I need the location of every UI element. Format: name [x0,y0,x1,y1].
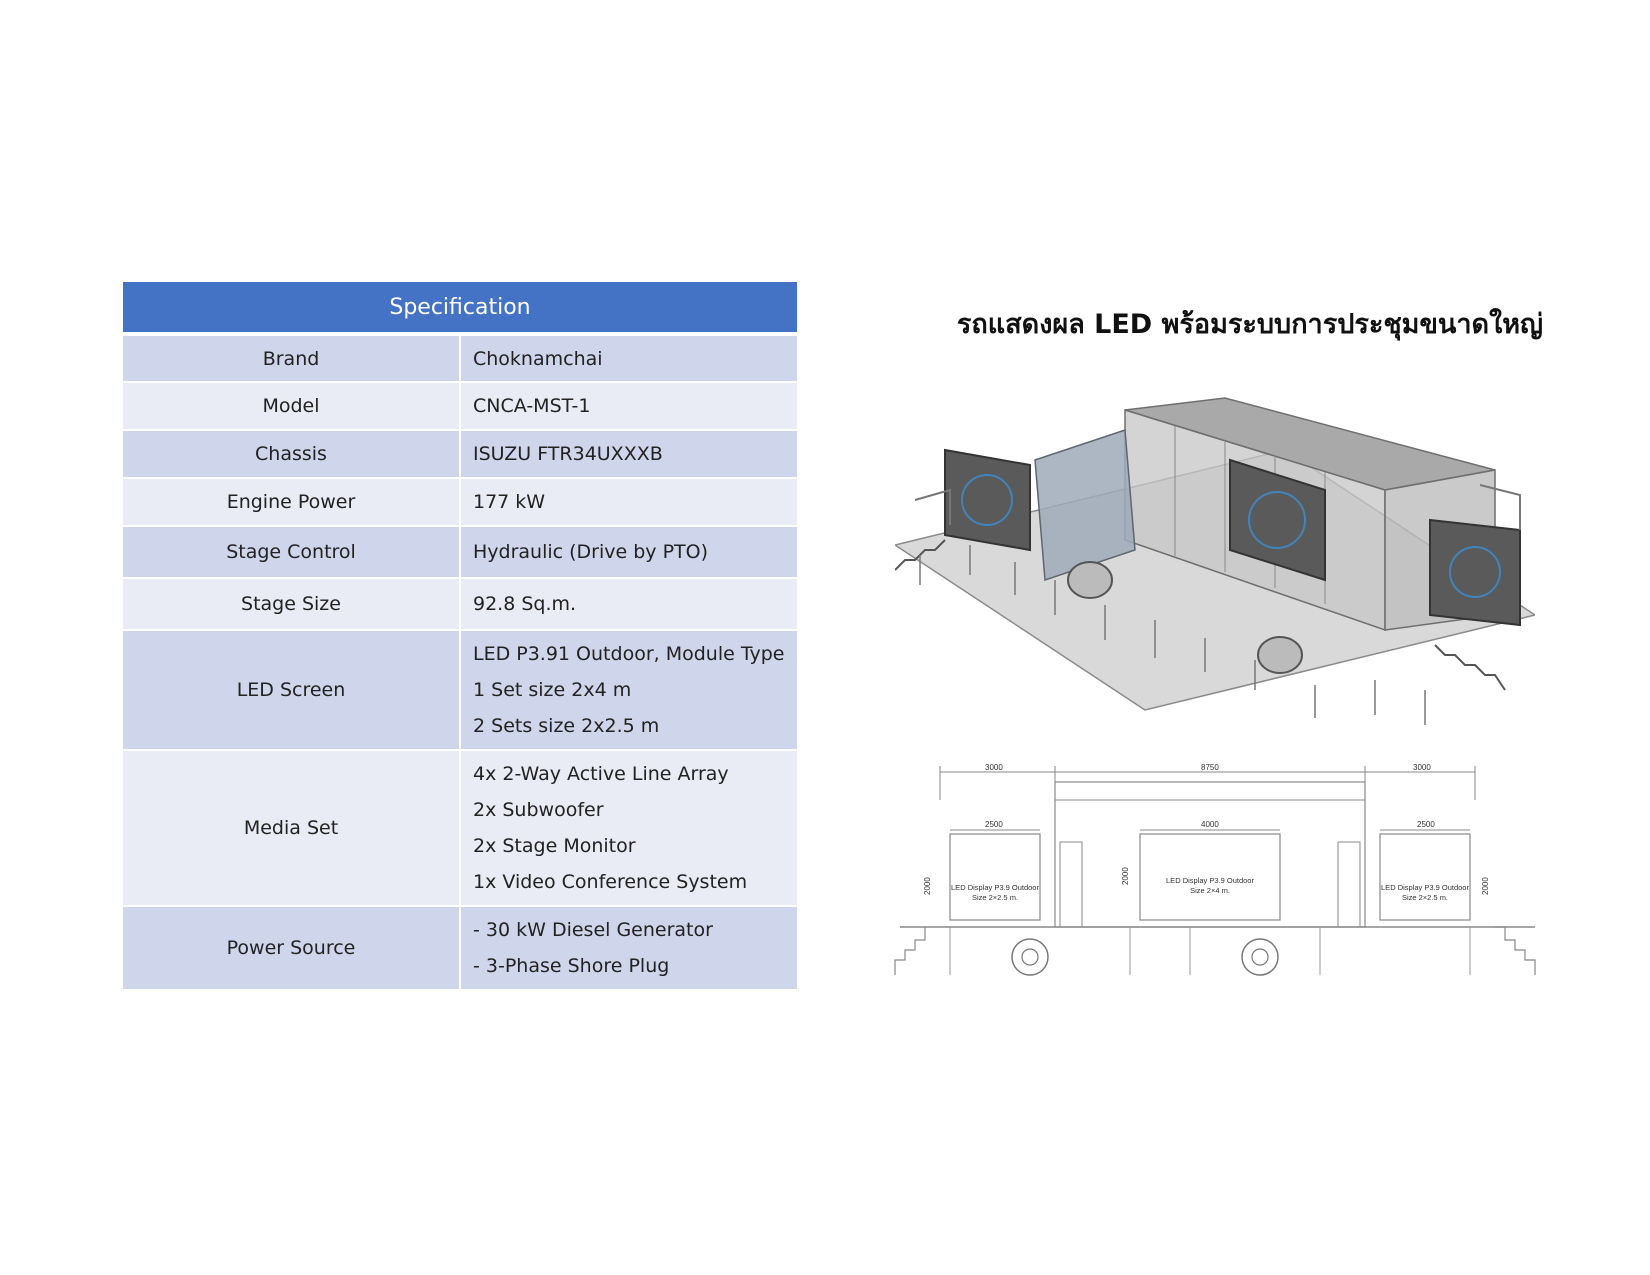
spec-row [123,526,797,578]
spec-label: Power Source [123,906,460,990]
vehicle-title: รถแสดงผล LED พร้อมระบบการประชุมขนาดใหญ่ [956,309,1544,340]
spec-value [460,630,797,750]
isometric-truck-drawing [895,390,1535,750]
spec-row [123,906,797,990]
spec-value-line: 2x Subwoofer [473,799,604,821]
spec-value-line: 177 kW [473,491,546,513]
spec-value-line: - 3-Phase Shore Plug [473,955,670,977]
spec-value-line: 2 Sets size 2x2.5 m [473,715,660,737]
spec-label: Engine Power [123,478,460,526]
spec-row [123,630,797,750]
spec-label: LED Screen [123,630,460,750]
spec-header: Specification [123,282,797,334]
dim-screen-center: 4000 [1201,820,1219,829]
spec-value-line: - 30 kW Diesel Generator [473,919,713,941]
spec-value [460,478,797,526]
spec-value-line: Choknamchai [473,347,603,370]
dim-height-left: 2000 [923,877,932,895]
spec-value [460,382,797,430]
spec-table [123,282,797,991]
spec-value [460,578,797,630]
spec-row [123,478,797,526]
spec-label: Model [123,382,460,430]
screen-center-line2: Size 2×4 m. [1190,886,1230,895]
dim-top-left: 3000 [985,763,1003,772]
spec-label: Stage Control [123,526,460,578]
screen-right-line1: LED Display P3.9 Outdoor [1381,883,1469,892]
spec-value [460,750,797,906]
spec-value-line: LED P3.91 Outdoor, Module Type [473,643,785,665]
dim-top-center: 8750 [1201,763,1219,772]
spec-value-line: 1 Set size 2x4 m [473,679,632,701]
spec-row [123,334,797,382]
dim-top-right: 3000 [1413,763,1431,772]
spec-row [123,578,797,630]
screen-left-line1: LED Display P3.9 Outdoor [951,883,1039,892]
spec-value-line: 1x Video Conference System [473,871,748,893]
spec-label: Brand [123,334,460,382]
spec-value [460,430,797,478]
spec-label: Media Set [123,750,460,906]
spec-label: Stage Size [123,578,460,630]
spec-value [460,334,797,382]
spec-value-line: Hydraulic (Drive by PTO) [473,541,709,563]
spec-row [123,382,797,430]
spec-body [123,334,797,990]
dim-screen-left: 2500 [985,820,1003,829]
screen-left-line2: Size 2×2.5 m. [971,893,1019,902]
spec-value [460,526,797,578]
spec-value-line: ISUZU FTR34UXXXB [473,443,663,465]
spec-value-line: CNCA-MST-1 [473,395,591,417]
spec-value-line: 4x 2-Way Active Line Array [473,763,729,785]
dim-screen-right: 2500 [1417,820,1435,829]
spec-value-line: 2x Stage Monitor [473,835,636,857]
spec-value [460,906,797,990]
spec-value-line: 92.8 Sq.m. [473,593,577,615]
screen-center-line1: LED Display P3.9 Outdoor [1166,876,1254,885]
dim-height-center: 2000 [1121,867,1130,885]
spec-row [123,430,797,478]
screen-right-line2: Size 2×2.5 m. [1401,893,1449,902]
spec-label: Chassis [123,430,460,478]
spec-row [123,750,797,906]
dim-height-right: 2000 [1481,877,1490,895]
side-elevation-drawing [890,760,1540,990]
